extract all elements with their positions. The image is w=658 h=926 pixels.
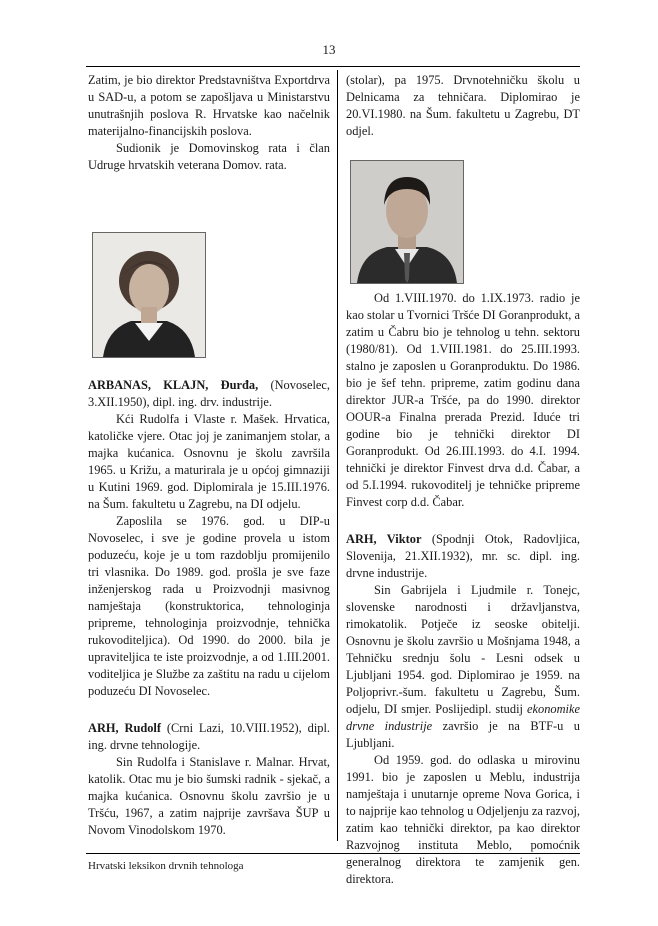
paragraph: Kći Rudolfa i Vlaste r. Mašek. Hrvatica, katoličke vjere. Otac joj je zanimanjem stolar, a majka kućanica. Osnovnu je školu završila 1965. u Križu, a maturirala je u općoj gimnaziji u Kutini 1969. god. Diplomirala je 15.III.1976. na Šum. fakultetu u Zagrebu, na DI odjelu. [88,412,330,511]
footer-text: Hrvatski leksikon drvnih tehnologa [88,860,244,872]
paragraph-text: završio je na BTF-u u Ljubljani. [346,719,580,750]
paragraph: Od 1.VIII.1970. do 1.IX.1973. radio je kao stolar u Tvornici Tršće DI Goranprodukt, a zatim u Čabru bio je tehnolog u tehn. sektoru (1980/81). Od 1.VIII.1981. do 25.III.1993. stalno je zaposlen u Goranproduktu. Do 1986. bio je šef tehn. pripreme, zatim godinu dana direktor JUR-a Tršće, pa do 1990. direktor OOUR-a Finalna prerada Prezid. Iduće tri godine bio je tehnički direktor DI Goranprodukt. Od 26.III.1993. do 4.I. 1994. tehnički je direktor Finvest drva d.d. Čabar, a od 5.I.1994. rukovoditelj je tehničke pripreme Finvest corp d.d. Čabar. [346,291,580,509]
entry-arh-viktor [346,531,580,888]
portrait-image [93,233,205,357]
paragraph: Od 1959. god. do odlaska u mirovinu 1991. bio je zaposlen u Meblu, industrija namještaja i unutarnje opreme Nova Gorica, i to najprije kao tehnolog u Odjeljenju za razvoj, zatim kao tehnički direktor, pa kao direktor Razvojnog instituta Meblo, pomoćnik generalnog direktora te zamjenik gen. direktora. [346,753,580,886]
entry-arbanas [88,377,330,700]
entry-heading-details: (Crni Lazi, 10.VIII.1952), dipl. ing. drvne tehnologije. [88,721,330,752]
entry-heading-details: (Novoselec, 3.XII.1950), dipl. ing. drv. industrije. [88,378,330,409]
portrait-photo-arh-rudolf [350,160,464,284]
page-number: 13 [322,42,336,57]
paragraph-text: Sin Gabrijela i Ljudmile r. Tonejc, slovenske narodnosti i državljanstva, rimokatolik. Potječe iz seoske obitelji. Osnovnu je školu završio u Mošnjama 1948, a Tehničku srednju šolu - Lesni odsek u Ljubljani 1954. god. Diplomirao je 1959. na Poljoprivr.-šum. fakultetu u Zagrebu, Šum. odjelu, DI smjer. Poslijedipl. studij [346,583,580,716]
left-column-top [88,72,330,174]
paragraph: Zaposlila se 1976. god. u DIP-u Novoselec, i sve je godine provela u istom poduzeću, koje je u tom razdoblju promijenilo tri vlasnika. Do 1989. god. prošla je sve faze inženjerskog rada u Proizvodnji masivnog namještaja (konstruktorica, tehnologinja pripreme, tehnologinja proizvodnje, tehnička rukovoditeljica). Od 1990. do 2000. bila je upraviteljica te iste proizvodnje, a od 1.III.2001. voditeljica je Službe za zaštitu na radu u cijelom poduzeću DI Novoselec. [88,514,330,698]
entry-name: ARBANAS, KLAJN, Đurđa, [88,378,259,392]
portrait-photo-arbanas [92,232,206,358]
paragraph: Zatim, je bio direktor Predstavništva Exportdrva u SAD-u, a potom se zapošljava u Ministarstvu unutrašnjih poslova R. Hrvatske kao načelnik materijalno-financijskih poslova. [88,73,330,138]
entry-heading-details: (Spodnji Otok, Radovljica, Slovenija, 21.XII.1932), mr. sc. dipl. ing. drvne industrije. [346,532,580,580]
entry-arh-rudolf [88,720,330,839]
paragraph: Sin Rudolfa i Stanislave r. Malnar. Hrvat, katolik. Otac mu je bio šumski radnik - sjekač, a majka kućanica. Osnovnu školu završio je u Tršću, 1967, a zatim najprije završava ŠUP u Novom Vinodolskom 1970. [88,755,330,837]
entry-name: ARH, Rudolf [88,721,161,735]
paragraph [346,582,580,752]
entry-name: ARH, Viktor [346,532,422,546]
entry-arh-rudolf-continued [346,72,580,140]
header-rule [86,66,580,67]
paragraph: (stolar), pa 1975. Drvnotehničku školu u Delnicama za tehničara. Diplomirao je 20.VI.1980. na Šum. fakultetu u Zagrebu, DT odjel. [346,73,580,138]
italic-text: ekonomike drvne industrije [346,702,580,733]
portrait-image [351,161,463,283]
entry-arh-rudolf-career [346,290,580,511]
paragraph: Sudionik je Domovinskog rata i član Udruge hrvatskih veterana Domov. rata. [88,141,330,172]
column-divider [337,70,338,841]
footer-rule [86,853,580,854]
